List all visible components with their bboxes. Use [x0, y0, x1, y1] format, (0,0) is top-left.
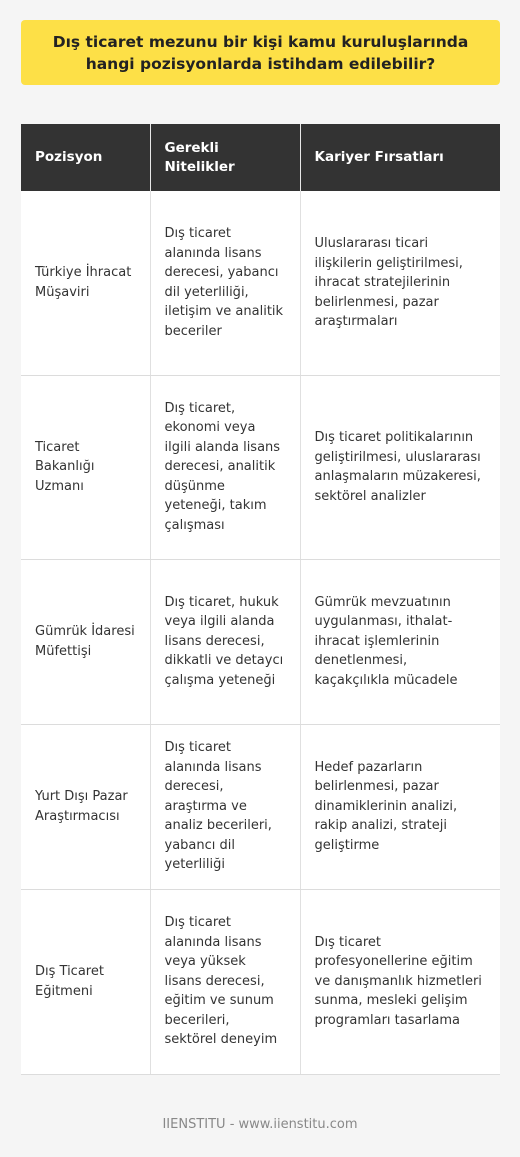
- table-row: [21, 889, 500, 1074]
- cell-qualifications: Dış ticaret, hukuk veya ilgili alanda lisans derecesi, dikkatli ve detaycı çalışma yeteneği: [150, 559, 300, 724]
- footer-credit: IIENSTITU - www.iienstitu.com: [162, 1117, 358, 1132]
- header-row: [21, 124, 500, 191]
- question-banner: [21, 20, 500, 85]
- cell-position: Yurt Dışı Pazar Araştırmacısı: [21, 724, 150, 889]
- cell-position: Türkiye İhracat Müşaviri: [21, 191, 150, 375]
- cell-qualifications: Dış ticaret alanında lisans derecesi, araştırma ve analiz becerileri, yabancı dil yeterliliği: [150, 724, 300, 889]
- cell-qualifications: Dış ticaret alanında lisans derecesi, yabancı dil yeterliliği, iletişim ve analitik beceriler: [150, 191, 300, 375]
- cell-career-opportunities: Dış ticaret profesyonellerine eğitim ve danışmanlık hizmetleri sunma, mesleki gelişim programları tasarlama: [300, 889, 500, 1074]
- table-row: [21, 724, 500, 889]
- cell-career-opportunities: Uluslararası ticari ilişkilerin geliştirilmesi, ihracat stratejilerinin belirlenmesi, pazar araştırmaları: [300, 191, 500, 375]
- table-row: [21, 375, 500, 559]
- table-header: [21, 124, 500, 191]
- table-row: [21, 191, 500, 375]
- positions-table: [21, 124, 500, 1075]
- cell-career-opportunities: Dış ticaret politikalarının geliştirilmesi, uluslararası anlaşmaların müzakeresi, sektörel analizler: [300, 375, 500, 559]
- question-title: Dış ticaret mezunu bir kişi kamu kuruluşlarında hangi pozisyonlarda istihdam edilebilir?: [52, 32, 469, 73]
- cell-career-opportunities: Gümrük mevzuatının uygulanması, ithalat-ihracat işlemlerinin denetlenmesi, kaçakçılıkla mücadele: [300, 559, 500, 724]
- table-row: [21, 559, 500, 724]
- header-career-opportunities: Kariyer Fırsatları: [300, 124, 500, 191]
- cell-qualifications: Dış ticaret alanında lisans veya yüksek lisans derecesi, eğitim ve sunum becerileri, sektörel deneyim: [150, 889, 300, 1074]
- cell-qualifications: Dış ticaret, ekonomi veya ilgili alanda lisans derecesi, analitik düşünme yeteneği, takım çalışması: [150, 375, 300, 559]
- header-position: Pozisyon: [21, 124, 150, 191]
- table-body: [21, 191, 500, 1074]
- cell-career-opportunities: Hedef pazarların belirlenmesi, pazar dinamiklerinin analizi, rakip analizi, strateji geliştirme: [300, 724, 500, 889]
- header-qualifications: Gerekli Nitelikler: [150, 124, 300, 191]
- cell-position: Gümrük İdaresi Müfettişi: [21, 559, 150, 724]
- cell-position: Dış Ticaret Eğitmeni: [21, 889, 150, 1074]
- cell-position: Ticaret Bakanlığı Uzmanı: [21, 375, 150, 559]
